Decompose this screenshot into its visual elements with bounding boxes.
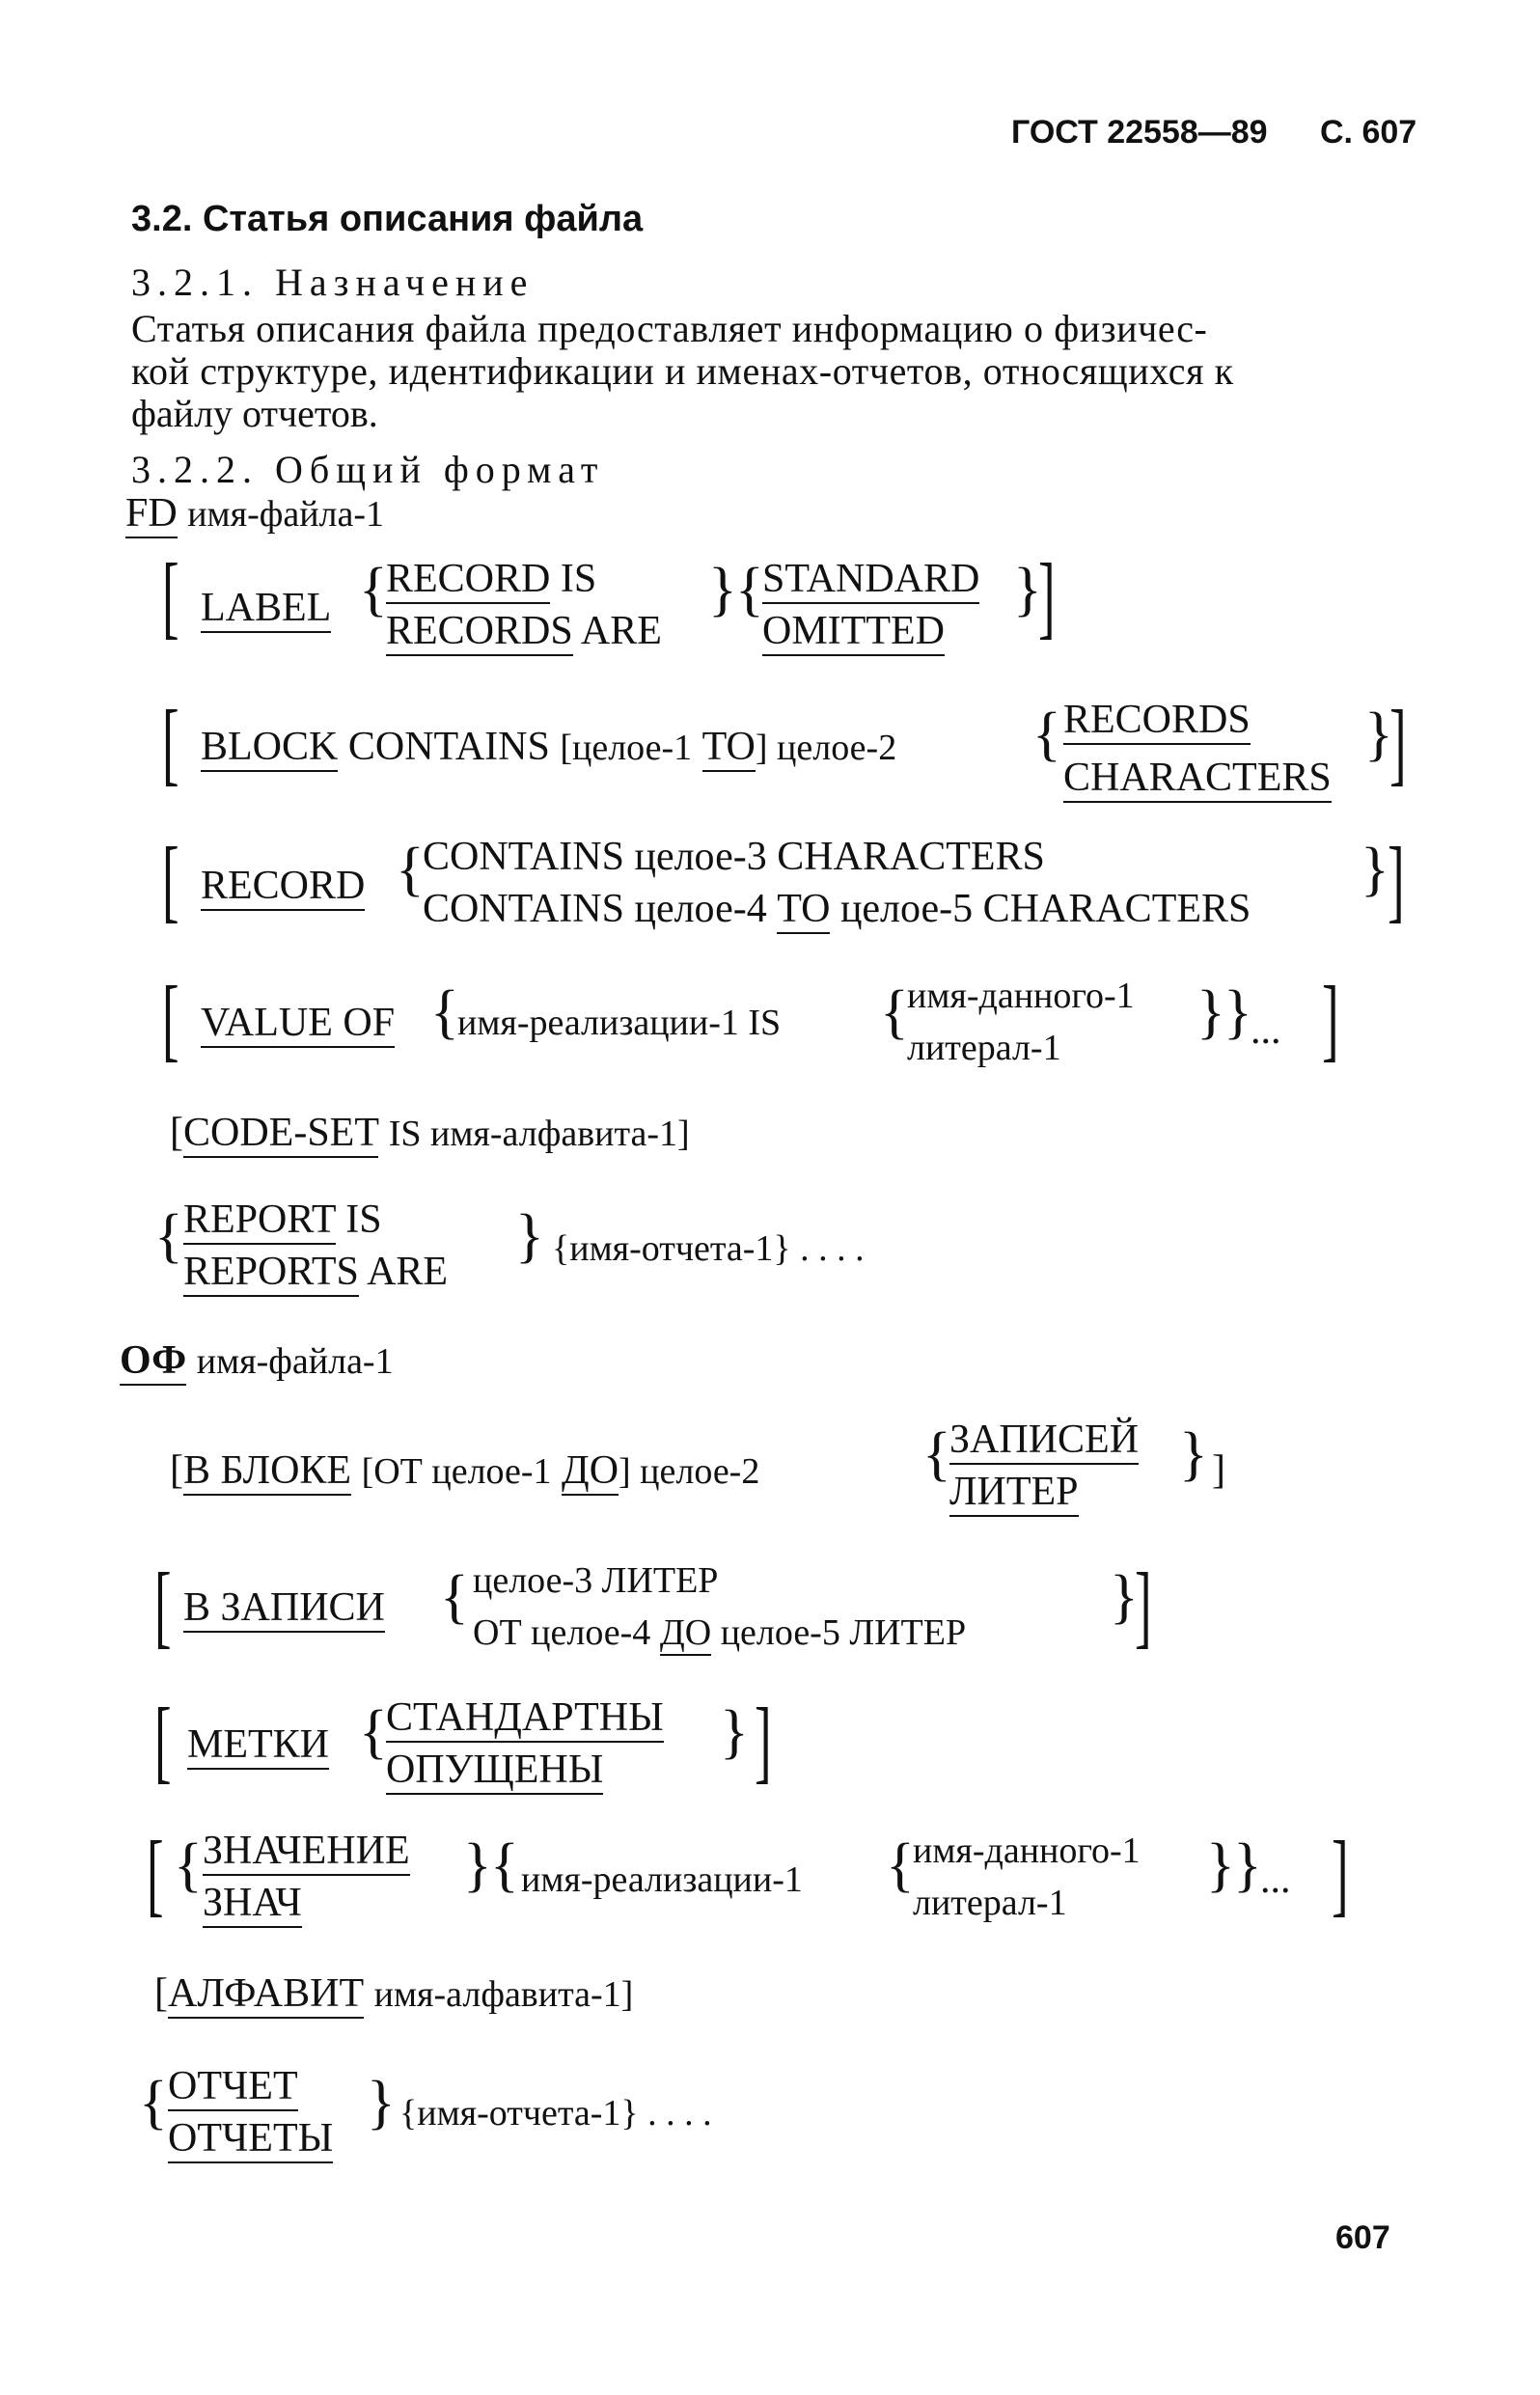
value-ellipsis: ... — [1251, 1008, 1281, 1053]
labels-standard: СТАНДАРТНЫ — [386, 1694, 664, 1741]
rus-reports-keyword: ОТЧЕТЫ — [168, 2115, 333, 2161]
in-record-brace: { — [440, 1564, 469, 1630]
rus-value-brace-2-close: } — [1233, 1832, 1262, 1898]
in-block-brace-close: } — [1179, 1421, 1208, 1487]
fd-keyword: FD — [125, 491, 178, 538]
fd-file-name: имя-файла-1 — [187, 494, 385, 535]
rus-value-brace-1-close: } — [463, 1832, 492, 1898]
record-contains-line-2: CONTAINS целое-4 TO целое-5 CHARACTERS — [423, 886, 1251, 932]
record-keyword-wrap: RECORD — [201, 863, 365, 909]
label-brace-2-close: } — [1013, 557, 1042, 622]
record-brace-close: } — [1361, 837, 1389, 902]
alphabet-clause: [АЛФАВИТ имя-алфавита-1] — [154, 1970, 633, 2017]
page-number: 607 — [1335, 2219, 1390, 2256]
purpose-text-line-1: Статья описания файла предоставляет информацию о физичес- — [131, 307, 1208, 350]
block-records: RECORDS — [1063, 697, 1251, 743]
value-brace: { — [430, 979, 459, 1045]
of-clause — [120, 1337, 394, 1384]
fd-clause — [125, 490, 384, 537]
rus-report-name: {имя-отчета-1} . . . . — [399, 2093, 712, 2133]
record-close-bracket: ] — [1388, 828, 1405, 931]
rus-report-brace-close: } — [367, 2070, 396, 2135]
block-brace: { — [1032, 702, 1061, 767]
record-brace: { — [396, 837, 425, 902]
report-brace-close: } — [515, 1203, 544, 1269]
value-of-keyword-wrap: VALUE OF — [201, 1000, 395, 1046]
labels-keyword-wrap: МЕТКИ — [187, 1721, 329, 1768]
value-inner-brace-close: } — [1196, 979, 1225, 1045]
rus-value-ellipsis: ... — [1260, 1858, 1291, 1902]
in-block-records: ЗАПИСЕЙ — [949, 1417, 1139, 1463]
labels-open-bracket: [ — [154, 1689, 172, 1792]
in-record-line-1: целое-3 ЛИТЕР — [473, 1560, 719, 1601]
label-keyword-wrap — [201, 585, 331, 631]
in-record-keyword-wrap: В ЗАПИСИ — [183, 1584, 385, 1631]
purpose-heading: 3.2.1. Назначение — [131, 261, 535, 304]
label-brace-2: { — [735, 557, 764, 622]
record-contains-line-1: CONTAINS целое-3 CHARACTERS — [423, 835, 1045, 879]
running-header-standard: ГОСТ 22558—89 — [1011, 114, 1268, 151]
rus-report-keyword: ОТЧЕТ — [168, 2063, 298, 2109]
block-brace-close: } — [1364, 702, 1393, 767]
rus-value-open-bracket: [ — [147, 1822, 164, 1925]
running-header-page: С. 607 — [1320, 114, 1417, 151]
rus-value-brace-1: { — [174, 1832, 203, 1898]
value-open-bracket: [ — [162, 967, 179, 1070]
purpose-text-line-2: кой структуре, идентификации и именах-отчетов, относящихся к — [131, 349, 1234, 393]
rus-value-impl-name: имя-реализации-1 — [521, 1859, 803, 1900]
labels-brace-close: } — [720, 1699, 749, 1765]
in-block-clause: [В БЛОКЕ [ОТ целое-1 ДО] целое-2 — [170, 1447, 759, 1494]
in-block-liter: ЛИТЕР — [949, 1469, 1079, 1515]
rus-value-inner-brace-close: } — [1206, 1832, 1235, 1898]
labels-brace: { — [359, 1699, 388, 1765]
rus-value-data-name: имя-данного-1 — [913, 1831, 1141, 1871]
report-name: {имя-отчета-1} . . . . — [552, 1228, 865, 1269]
rus-report-brace: { — [139, 2070, 168, 2135]
value-literal: литерал-1 — [907, 1028, 1061, 1068]
in-record-line-2: ОТ целое-4 ДО целое-5 ЛИТЕР — [473, 1611, 966, 1654]
value-brace-close: } — [1224, 979, 1252, 1045]
rus-value-inner-brace: { — [886, 1832, 915, 1898]
of-keyword: ОФ — [120, 1338, 186, 1386]
rus-value-brace-2: { — [490, 1832, 519, 1898]
label-keyword: LABEL — [201, 586, 331, 633]
in-block-brace: { — [922, 1421, 951, 1487]
section-title: 3.2. Статья описания файла — [131, 199, 644, 239]
value-close-bracket: ] — [1322, 967, 1339, 1070]
of-file-name: имя-файла-1 — [196, 1341, 394, 1382]
block-clause: BLOCK CONTAINS [целое-1 TO] целое-2 — [201, 724, 896, 770]
labels-omitted: ОПУЩЕНЫ — [386, 1747, 603, 1793]
code-set-clause: [CODE-SET IS имя-алфавита-1] — [170, 1110, 690, 1156]
report-brace: { — [154, 1203, 183, 1269]
label-brace-1-close: } — [708, 557, 737, 622]
rus-val-short-keyword: ЗНАЧ — [203, 1880, 302, 1926]
format-heading: 3.2.2. Общий формат — [131, 448, 605, 491]
value-impl-name: имя-реализации-1 IS — [457, 1003, 782, 1043]
label-record-is: RECORD IS — [386, 556, 596, 602]
rus-value-keyword: ЗНАЧЕНИЕ — [203, 1828, 410, 1874]
block-characters: CHARACTERS — [1063, 755, 1332, 801]
in-record-brace-close: } — [1110, 1564, 1139, 1630]
label-brace-1: { — [359, 557, 388, 622]
purpose-text-line-3: файлу отчетов. — [131, 392, 378, 435]
rus-value-literal: литерал-1 — [913, 1883, 1067, 1923]
label-records-are: RECORDS ARE — [386, 608, 662, 654]
value-data-name: имя-данного-1 — [907, 976, 1135, 1016]
labels-close-bracket: ] — [755, 1689, 772, 1792]
reports-are: REPORTS ARE — [183, 1249, 448, 1295]
label-close-bracket: ] — [1038, 544, 1056, 647]
value-inner-brace: { — [880, 979, 909, 1045]
label-open-bracket: [ — [162, 544, 179, 647]
in-record-close-bracket: ] — [1135, 1554, 1152, 1657]
in-record-open-bracket: [ — [154, 1554, 172, 1657]
rus-value-close-bracket: ] — [1332, 1822, 1349, 1925]
record-open-bracket: [ — [162, 828, 179, 931]
block-open-bracket: [ — [162, 691, 179, 794]
label-standard: STANDARD — [762, 556, 979, 602]
block-close-bracket: ] — [1389, 691, 1407, 794]
report-is: REPORT IS — [183, 1197, 382, 1243]
in-block-close-bracket: ] — [1212, 1448, 1225, 1493]
label-omitted: OMITTED — [762, 608, 945, 654]
